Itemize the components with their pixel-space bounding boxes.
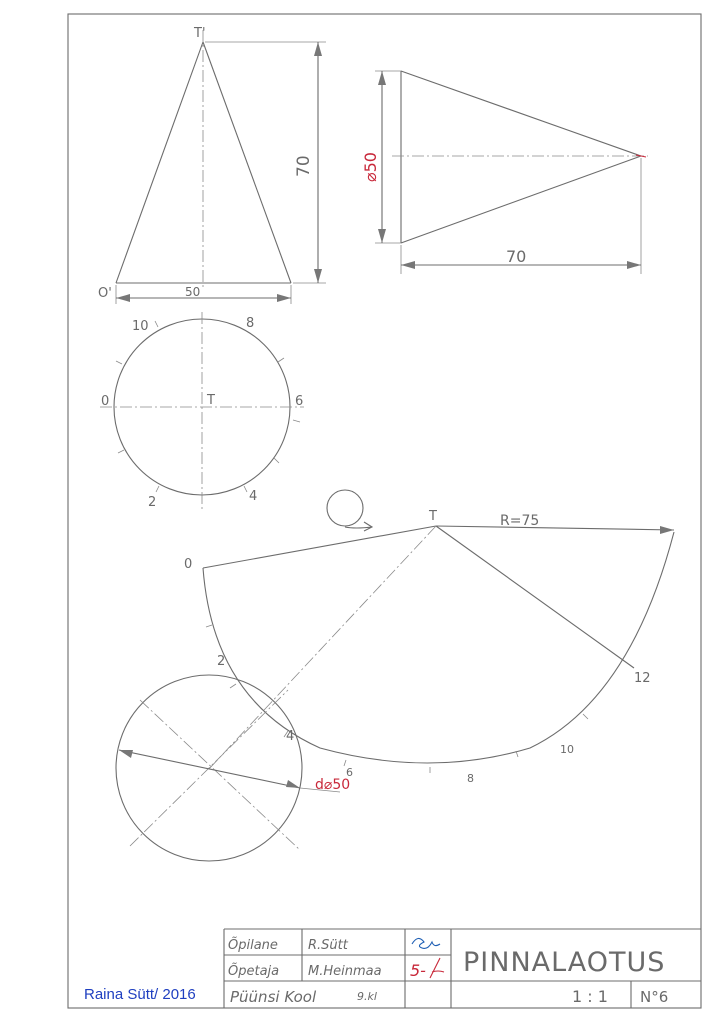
dev-apex-label: T xyxy=(429,509,437,524)
top-center-label: T xyxy=(207,393,215,408)
development-sector xyxy=(203,490,674,773)
student-label: Õpilane xyxy=(228,938,278,953)
side-view-cone xyxy=(375,71,648,274)
teacher-label: Õpetaja xyxy=(228,964,280,979)
teacher-signature xyxy=(412,938,440,948)
dev-point-8: 8 xyxy=(467,772,474,785)
dev-point-6: 6 xyxy=(346,766,353,779)
dev-point-10: 10 xyxy=(560,743,574,756)
top-view-circle xyxy=(100,312,304,512)
side-height-dim: 70 xyxy=(506,247,527,266)
student-name: R.Sütt xyxy=(308,938,348,953)
top-point-6: 6 xyxy=(295,394,304,409)
grade-mark: 5- xyxy=(410,961,426,980)
dev-radius-label: R=75 xyxy=(500,513,540,529)
sheet-number: N°6 xyxy=(640,988,669,1006)
drawing-title: PINNALAOTUS xyxy=(463,947,666,978)
top-point-8: 8 xyxy=(246,316,255,331)
dev-point-4: 4 xyxy=(286,729,295,744)
dev-point-2: 2 xyxy=(217,654,226,669)
grade-mark-tick xyxy=(430,958,444,978)
front-apex-label: T' xyxy=(194,26,206,41)
top-point-0: 0 xyxy=(101,394,110,409)
dev-base-dim: d⌀50 xyxy=(315,777,351,793)
front-base-dim: 50 xyxy=(185,285,201,299)
side-diameter-dim: ⌀50 xyxy=(361,152,380,182)
top-point-10: 10 xyxy=(132,319,149,334)
school-name: Püünsi Kool xyxy=(230,988,317,1006)
front-base-point-label: O' xyxy=(98,286,112,301)
dev-point-0: 0 xyxy=(184,557,193,572)
scale: 1 : 1 xyxy=(572,987,608,1006)
top-point-4: 4 xyxy=(249,489,258,504)
development-base-circle xyxy=(116,675,340,861)
grade: 9.kl xyxy=(357,990,377,1003)
front-height-dim: 70 xyxy=(294,155,314,177)
top-point-2: 2 xyxy=(148,495,157,510)
dev-point-12: 12 xyxy=(634,671,651,686)
drawing-frame xyxy=(68,14,701,1008)
author-credit: Raina Sütt/ 2016 xyxy=(84,986,196,1003)
teacher-name: M.Heinmaa xyxy=(308,964,382,979)
